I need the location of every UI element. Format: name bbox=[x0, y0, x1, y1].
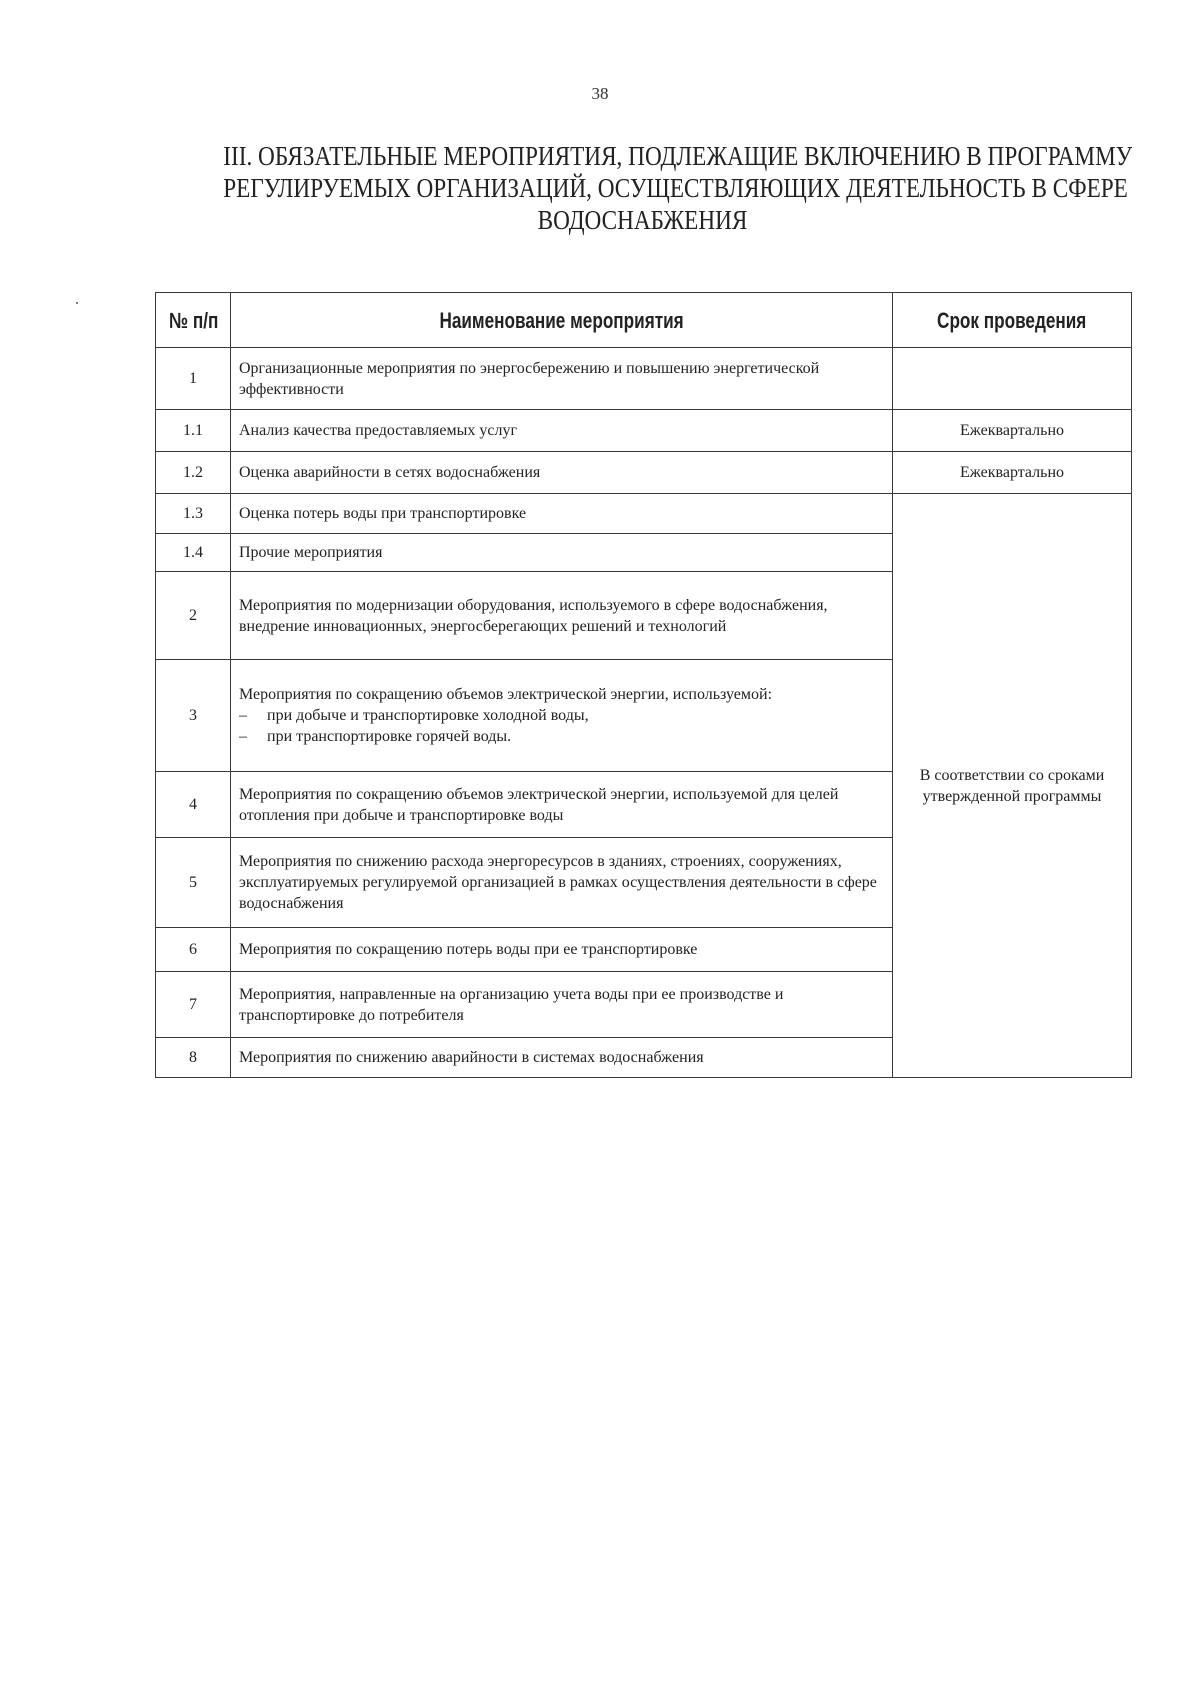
row-number: 1.3 bbox=[156, 494, 231, 534]
row-name: Мероприятия по снижению расхода энергоресурсов в зданиях, строениях, сооружениях, эксплуатируемых регулируемой организацией в рамках осуществления деятельности в сфере водоснабжения bbox=[231, 838, 893, 928]
table-row bbox=[156, 348, 1132, 410]
measures-table bbox=[155, 292, 1132, 1078]
row-name: Мероприятия по сокращению объемов электрической энергии, используемой: bbox=[239, 686, 773, 703]
row-number: 1.2 bbox=[156, 452, 231, 494]
title-line-3: ВОДОСНАБЖЕНИЯ bbox=[537, 205, 748, 235]
page-number: 38 bbox=[591, 84, 609, 103]
title-line-2: РЕГУЛИРУЕМЫХ ОРГАНИЗАЦИЙ, ОСУЩЕСТВЛЯЮЩИХ ДЕЯТЕЛЬНОСТЬ В СФЕРЕ bbox=[223, 173, 1128, 203]
header-number: № п/п bbox=[156, 293, 231, 348]
row-number: 1.1 bbox=[156, 410, 231, 452]
row-name: Мероприятия по сокращению объемов электрической энергии, используемой для целей отопления при добыче и транспортировке воды bbox=[231, 772, 893, 838]
table-row bbox=[156, 494, 1132, 534]
title-line-1: III. ОБЯЗАТЕЛЬНЫЕ МЕРОПРИЯТИЯ, ПОДЛЕЖАЩИЕ ВКЛЮЧЕНИЮ В ПРОГРАММУ bbox=[223, 141, 1133, 171]
row-number: 2 bbox=[156, 572, 231, 660]
row-number: 5 bbox=[156, 838, 231, 928]
list-dash: – bbox=[239, 707, 247, 724]
merged-term-cell: В соответствии со сроками утвержденной программы bbox=[893, 494, 1132, 1078]
row-name: Оценка аварийности в сетях водоснабжения bbox=[231, 452, 893, 494]
header-name: Наименование мероприятия bbox=[231, 293, 893, 348]
list-item-text: при транспортировке горячей воды. bbox=[267, 728, 512, 745]
row-term: Ежеквартально bbox=[893, 410, 1132, 452]
table-header-row bbox=[156, 293, 1132, 348]
row-name: Анализ качества предоставляемых услуг bbox=[231, 410, 893, 452]
row-name: Организационные мероприятия по энергосбережению и повышению энергетической эффективности bbox=[231, 348, 893, 410]
page-title bbox=[223, 140, 1133, 236]
list-item bbox=[239, 726, 884, 747]
header-term: Срок проведения bbox=[893, 293, 1132, 348]
row-name: Мероприятия по снижению аварийности в системах водоснабжения bbox=[231, 1038, 893, 1078]
row-number: 8 bbox=[156, 1038, 231, 1078]
row-number: 1.4 bbox=[156, 534, 231, 572]
row-name: Оценка потерь воды при транспортировке bbox=[231, 494, 893, 534]
row-name: Прочие мероприятия bbox=[231, 534, 893, 572]
row-name: Мероприятия по сокращению потерь воды при ее транспортировке bbox=[231, 928, 893, 972]
scan-speck bbox=[76, 302, 78, 304]
table-row bbox=[156, 452, 1132, 494]
row-term bbox=[893, 348, 1132, 410]
row-number: 7 bbox=[156, 972, 231, 1038]
row-number: 4 bbox=[156, 772, 231, 838]
list-item bbox=[239, 705, 884, 726]
row-number: 1 bbox=[156, 348, 231, 410]
row-number: 6 bbox=[156, 928, 231, 972]
row-name-with-list bbox=[231, 660, 893, 772]
row-name: Мероприятия по модернизации оборудования, используемого в сфере водоснабжения, внедрение инновационных, энергосберегающих решений и технологий bbox=[231, 572, 893, 660]
row-number: 3 bbox=[156, 660, 231, 772]
table-row bbox=[156, 410, 1132, 452]
row-name: Мероприятия, направленные на организацию учета воды при ее производстве и транспортировке до потребителя bbox=[231, 972, 893, 1038]
list-item-text: при добыче и транспортировке холодной воды, bbox=[267, 707, 589, 724]
list-dash: – bbox=[239, 728, 247, 745]
row-term: Ежеквартально bbox=[893, 452, 1132, 494]
